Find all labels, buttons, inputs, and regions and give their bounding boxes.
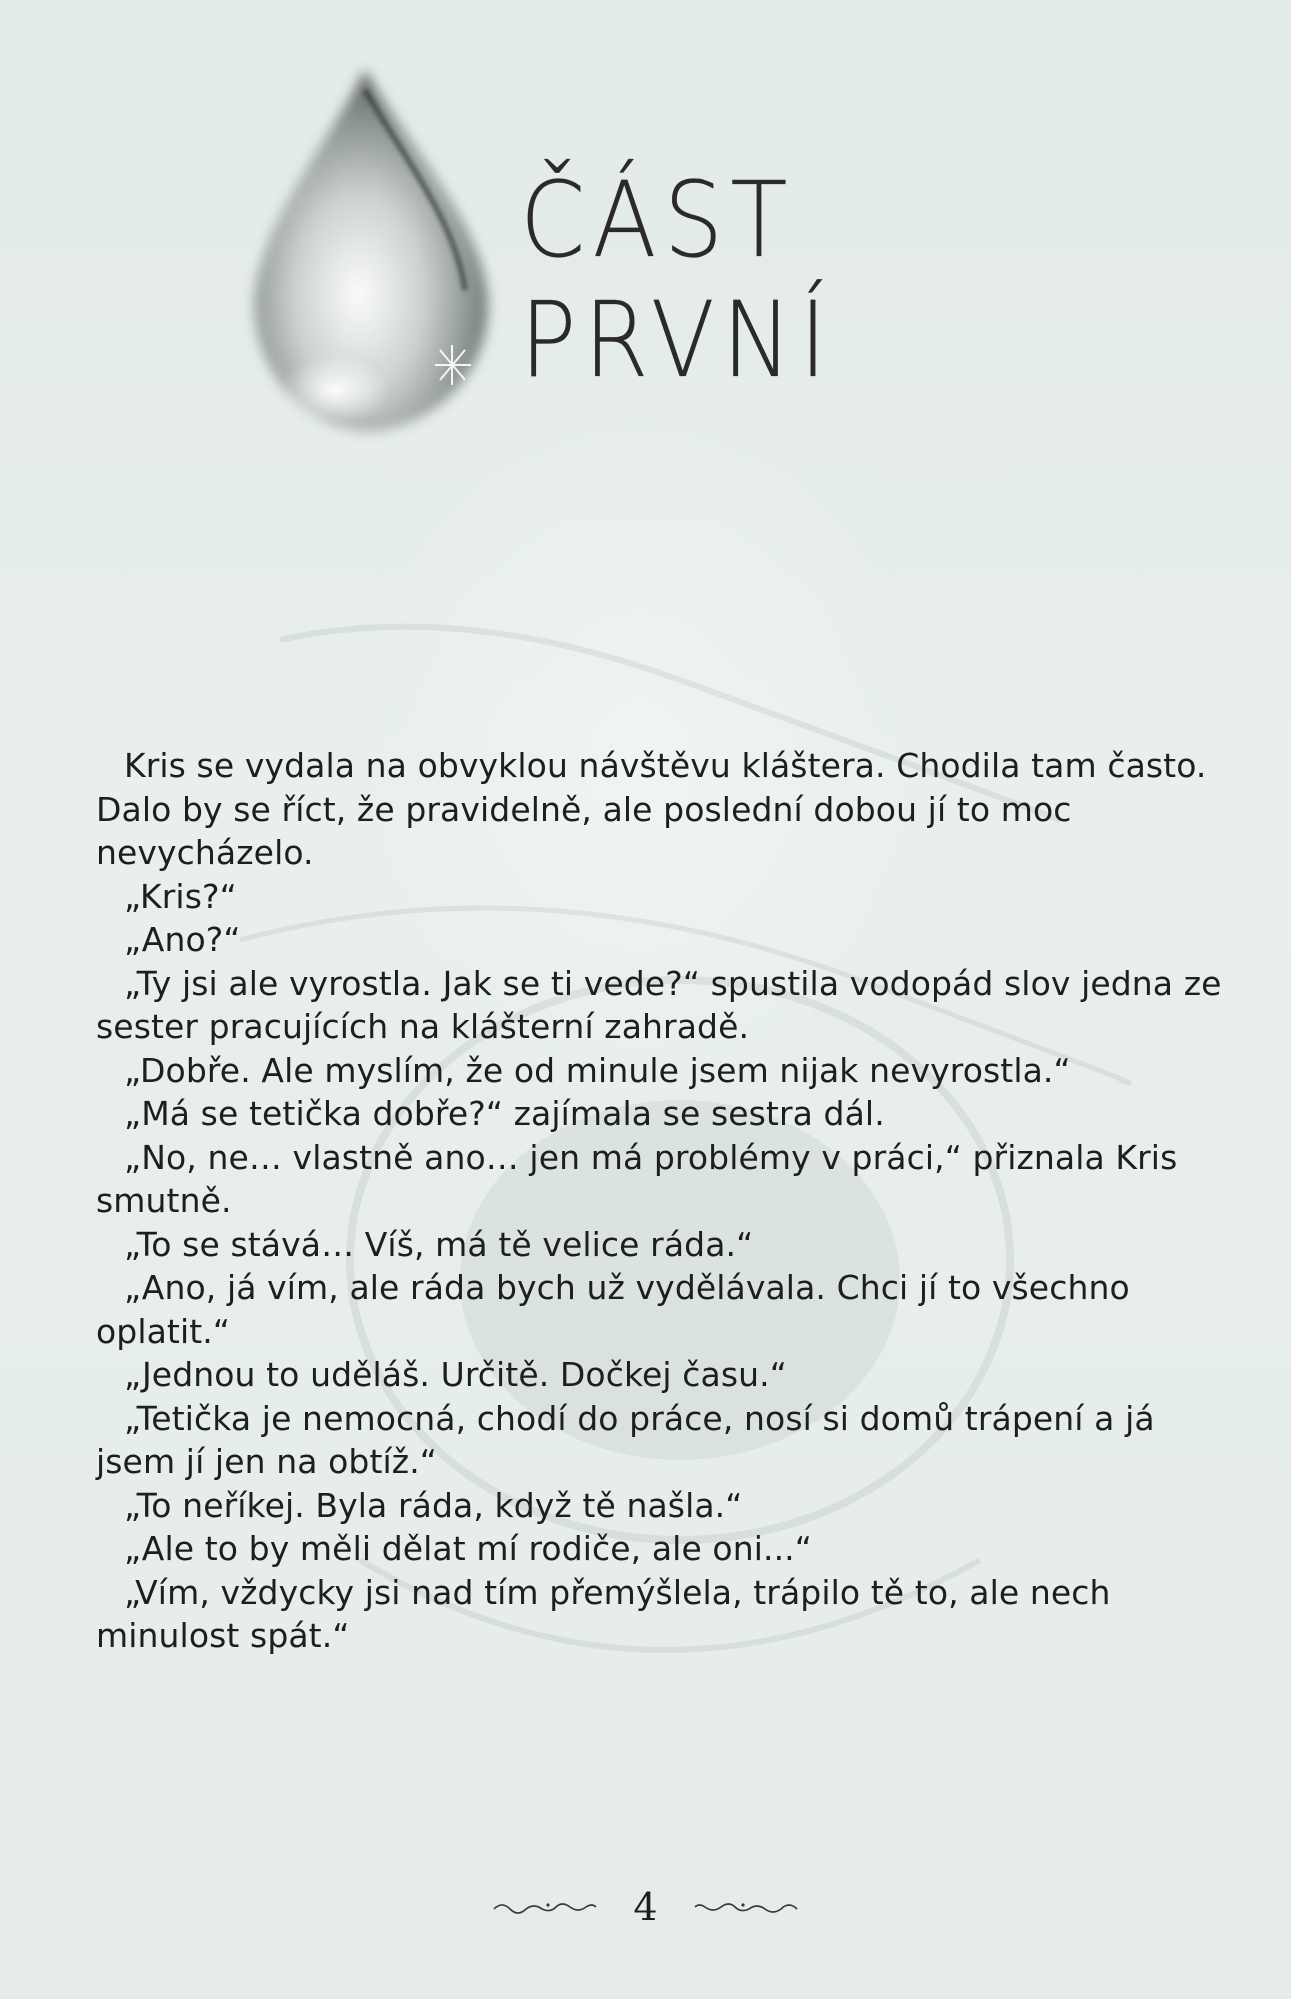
chapter-heading-line2: PRVNÍ xyxy=(520,279,835,401)
page-number: 4 xyxy=(633,1885,658,1929)
flourish-ornament-left-icon xyxy=(490,1897,600,1917)
paragraph: „Ale to by měli dělat mí rodiče, ale oni...“ xyxy=(124,1529,812,1568)
chapter-heading-line1: ČÁST xyxy=(520,159,795,281)
paragraph: „Ty jsi ale vyrostla. Jak se ti vede?“ spustila vodopád slov jedna ze sester pracujících na klášterní zahradě. xyxy=(96,963,1222,1046)
paragraph: „To neříkej. Byla ráda, když tě našla.“ xyxy=(124,1485,743,1525)
page-footer xyxy=(0,1885,1291,1945)
paragraph: „Dobře. Ale myslím, že od minule jsem nijak nevyrostla.“ xyxy=(124,1050,1071,1090)
paragraph: „To se stává… Víš, má tě velice ráda.“ xyxy=(124,1224,754,1264)
paragraph: Kris se vydala na obvyklou návštěvu kláštera. Chodila tam často. Dalo by se říct, že pravidelně, ale poslední dobou jí to moc nevycházelo. xyxy=(96,746,1207,872)
paragraph: „Tetička je nemocná, chodí do práce, nosí si domů trápení a já jsem jí jen na obtíž.“ xyxy=(96,1398,1155,1481)
paragraph: „No, ne… vlastně ano… jen má problémy v práci,“ přiznala Kris smutně. xyxy=(96,1137,1178,1220)
paragraph: „Vím, vždycky jsi nad tím přemýšlela, trápilo tě to, ale nech minulost spát.“ xyxy=(96,1572,1111,1655)
chapter-heading xyxy=(520,160,834,400)
paragraph: „Má se tetička dobře?“ zajímala se sestra dál. xyxy=(124,1094,885,1133)
flourish-ornament-right-icon xyxy=(691,1897,801,1917)
body-text xyxy=(96,744,1241,1658)
paragraph: „Jednou to uděláš. Určitě. Dočkej času.“ xyxy=(124,1355,787,1394)
paragraph: „Kris?“ xyxy=(124,876,237,916)
water-drop-illustration xyxy=(215,50,515,470)
paragraph: „Ano?“ xyxy=(124,920,241,959)
paragraph: „Ano, já vím, ale ráda bych už vydělávala. Chci jí to všechno oplatit.“ xyxy=(96,1268,1130,1351)
